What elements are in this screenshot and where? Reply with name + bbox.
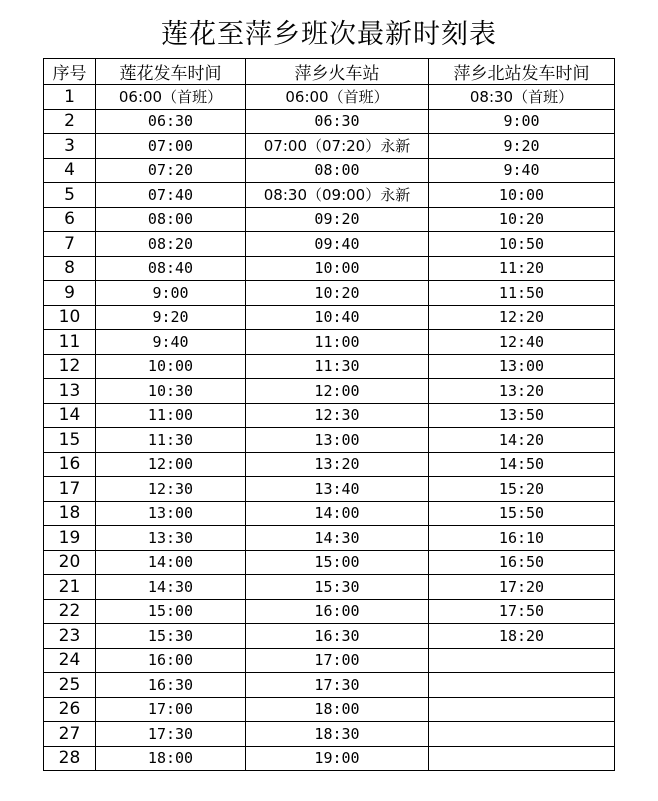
cell-pingxiang-north-departure: 12:20: [429, 305, 615, 330]
cell-lianhua-departure: 14:30: [96, 575, 246, 600]
cell-lianhua-departure: 9:00: [96, 281, 246, 306]
cell-lianhua-departure: 12:00: [96, 452, 246, 477]
page-title: 莲花至萍乡班次最新时刻表: [161, 19, 497, 50]
table-row: [44, 648, 615, 673]
cell-lianhua-departure: 11:30: [96, 428, 246, 453]
cell-pingxiang-north-departure: [429, 722, 615, 747]
cell-pingxiang-north-departure: 16:50: [429, 550, 615, 575]
cell-pingxiang-north-departure: 15:50: [429, 501, 615, 526]
cell-pingxiang-station: 06:30: [246, 109, 429, 134]
row-index: 24: [44, 648, 96, 673]
table-row: [44, 256, 615, 281]
cell-pingxiang-station: 11:30: [246, 354, 429, 379]
cell-lianhua-departure: 17:00: [96, 697, 246, 722]
cell-pingxiang-station: 18:00: [246, 697, 429, 722]
table-row: [44, 746, 615, 771]
cell-pingxiang-station: 08:00: [246, 158, 429, 183]
cell-pingxiang-north-departure: [429, 673, 615, 698]
row-index: 7: [44, 232, 96, 257]
row-index: 18: [44, 501, 96, 526]
row-index: 9: [44, 281, 96, 306]
cell-lianhua-departure: 12:30: [96, 477, 246, 502]
cell-lianhua-departure: 18:00: [96, 746, 246, 771]
cell-pingxiang-station: 12:00: [246, 379, 429, 404]
table-row: [44, 85, 615, 110]
cell-lianhua-departure: 16:00: [96, 648, 246, 673]
cell-pingxiang-station: 10:00: [246, 256, 429, 281]
cell-pingxiang-station: 19:00: [246, 746, 429, 771]
cell-pingxiang-north-departure: [429, 746, 615, 771]
cell-pingxiang-station: 12:30: [246, 403, 429, 428]
cell-pingxiang-station: 10:20: [246, 281, 429, 306]
row-index: 1: [44, 85, 96, 110]
table-row: [44, 477, 615, 502]
table-row: [44, 599, 615, 624]
table-row: [44, 109, 615, 134]
header-index: 序号: [44, 59, 96, 85]
cell-pingxiang-north-departure: 18:20: [429, 624, 615, 649]
row-index: 2: [44, 109, 96, 134]
cell-lianhua-departure: 10:00: [96, 354, 246, 379]
cell-pingxiang-north-departure: 9:20: [429, 134, 615, 159]
table-row: [44, 550, 615, 575]
cell-pingxiang-station: 07:00（07:20）永新: [246, 134, 429, 159]
table-row: [44, 207, 615, 232]
row-index: 17: [44, 477, 96, 502]
cell-pingxiang-station: 14:00: [246, 501, 429, 526]
cell-lianhua-departure: 06:00（首班）: [96, 85, 246, 110]
table-row: [44, 305, 615, 330]
cell-lianhua-departure: 07:20: [96, 158, 246, 183]
cell-lianhua-departure: 17:30: [96, 722, 246, 747]
cell-pingxiang-north-departure: 10:50: [429, 232, 615, 257]
table-row: [44, 183, 615, 208]
cell-pingxiang-station: 13:40: [246, 477, 429, 502]
row-index: 21: [44, 575, 96, 600]
cell-lianhua-departure: 07:40: [96, 183, 246, 208]
cell-lianhua-departure: 14:00: [96, 550, 246, 575]
row-index: 4: [44, 158, 96, 183]
cell-pingxiang-north-departure: 13:00: [429, 354, 615, 379]
row-index: 28: [44, 746, 96, 771]
cell-pingxiang-north-departure: 17:50: [429, 599, 615, 624]
cell-pingxiang-north-departure: 15:20: [429, 477, 615, 502]
row-index: 6: [44, 207, 96, 232]
row-index: 13: [44, 379, 96, 404]
row-index: 23: [44, 624, 96, 649]
cell-pingxiang-north-departure: [429, 648, 615, 673]
cell-lianhua-departure: 9:40: [96, 330, 246, 355]
table-row: [44, 697, 615, 722]
table-row: [44, 158, 615, 183]
table-row: [44, 330, 615, 355]
cell-pingxiang-station: 18:30: [246, 722, 429, 747]
table-row: [44, 722, 615, 747]
table-row: [44, 281, 615, 306]
cell-pingxiang-north-departure: 13:20: [429, 379, 615, 404]
cell-pingxiang-north-departure: 9:00: [429, 109, 615, 134]
cell-pingxiang-north-departure: 14:20: [429, 428, 615, 453]
table-row: [44, 624, 615, 649]
table-row: [44, 354, 615, 379]
schedule-table: [43, 58, 615, 771]
cell-lianhua-departure: 15:30: [96, 624, 246, 649]
cell-pingxiang-station: 06:00（首班）: [246, 85, 429, 110]
cell-pingxiang-station: 13:20: [246, 452, 429, 477]
header-pingxiang-station: 萍乡火车站: [246, 59, 429, 85]
cell-pingxiang-north-departure: 10:20: [429, 207, 615, 232]
cell-pingxiang-station: 08:30（09:00）永新: [246, 183, 429, 208]
row-index: 19: [44, 526, 96, 551]
table-row: [44, 232, 615, 257]
cell-lianhua-departure: 08:20: [96, 232, 246, 257]
cell-lianhua-departure: 07:00: [96, 134, 246, 159]
row-index: 16: [44, 452, 96, 477]
row-index: 15: [44, 428, 96, 453]
cell-pingxiang-north-departure: 9:40: [429, 158, 615, 183]
cell-pingxiang-north-departure: [429, 697, 615, 722]
cell-lianhua-departure: 13:00: [96, 501, 246, 526]
row-index: 20: [44, 550, 96, 575]
table-row: [44, 379, 615, 404]
table-row: [44, 501, 615, 526]
cell-lianhua-departure: 15:00: [96, 599, 246, 624]
cell-pingxiang-north-departure: 10:00: [429, 183, 615, 208]
row-index: 10: [44, 305, 96, 330]
cell-lianhua-departure: 08:40: [96, 256, 246, 281]
cell-lianhua-departure: 06:30: [96, 109, 246, 134]
row-index: 25: [44, 673, 96, 698]
header-lianhua-departure: 莲花发车时间: [96, 59, 246, 85]
cell-pingxiang-station: 16:30: [246, 624, 429, 649]
cell-lianhua-departure: 10:30: [96, 379, 246, 404]
cell-pingxiang-north-departure: 16:10: [429, 526, 615, 551]
table-row: [44, 575, 615, 600]
cell-pingxiang-station: 15:00: [246, 550, 429, 575]
table-row: [44, 428, 615, 453]
table-row: [44, 452, 615, 477]
row-index: 14: [44, 403, 96, 428]
cell-pingxiang-station: 09:20: [246, 207, 429, 232]
cell-pingxiang-north-departure: 14:50: [429, 452, 615, 477]
row-index: 12: [44, 354, 96, 379]
table-row: [44, 403, 615, 428]
header-pingxiang-north-departure: 萍乡北站发车时间: [429, 59, 615, 85]
table-row: [44, 673, 615, 698]
cell-pingxiang-station: 10:40: [246, 305, 429, 330]
table-header-row: [44, 59, 615, 85]
cell-pingxiang-north-departure: 08:30（首班）: [429, 85, 615, 110]
schedule-body: [44, 85, 615, 771]
table-row: [44, 526, 615, 551]
cell-pingxiang-station: 14:30: [246, 526, 429, 551]
cell-lianhua-departure: 9:20: [96, 305, 246, 330]
row-index: 26: [44, 697, 96, 722]
cell-lianhua-departure: 11:00: [96, 403, 246, 428]
cell-pingxiang-north-departure: 11:50: [429, 281, 615, 306]
cell-pingxiang-station: 15:30: [246, 575, 429, 600]
cell-pingxiang-station: 17:30: [246, 673, 429, 698]
row-index: 27: [44, 722, 96, 747]
cell-lianhua-departure: 16:30: [96, 673, 246, 698]
cell-pingxiang-north-departure: 12:40: [429, 330, 615, 355]
row-index: 8: [44, 256, 96, 281]
cell-pingxiang-north-departure: 11:20: [429, 256, 615, 281]
cell-lianhua-departure: 08:00: [96, 207, 246, 232]
cell-pingxiang-station: 09:40: [246, 232, 429, 257]
cell-pingxiang-station: 13:00: [246, 428, 429, 453]
cell-pingxiang-station: 17:00: [246, 648, 429, 673]
cell-pingxiang-station: 16:00: [246, 599, 429, 624]
cell-pingxiang-station: 11:00: [246, 330, 429, 355]
row-index: 5: [44, 183, 96, 208]
row-index: 11: [44, 330, 96, 355]
row-index: 3: [44, 134, 96, 159]
cell-pingxiang-north-departure: 17:20: [429, 575, 615, 600]
cell-lianhua-departure: 13:30: [96, 526, 246, 551]
table-row: [44, 134, 615, 159]
cell-pingxiang-north-departure: 13:50: [429, 403, 615, 428]
row-index: 22: [44, 599, 96, 624]
